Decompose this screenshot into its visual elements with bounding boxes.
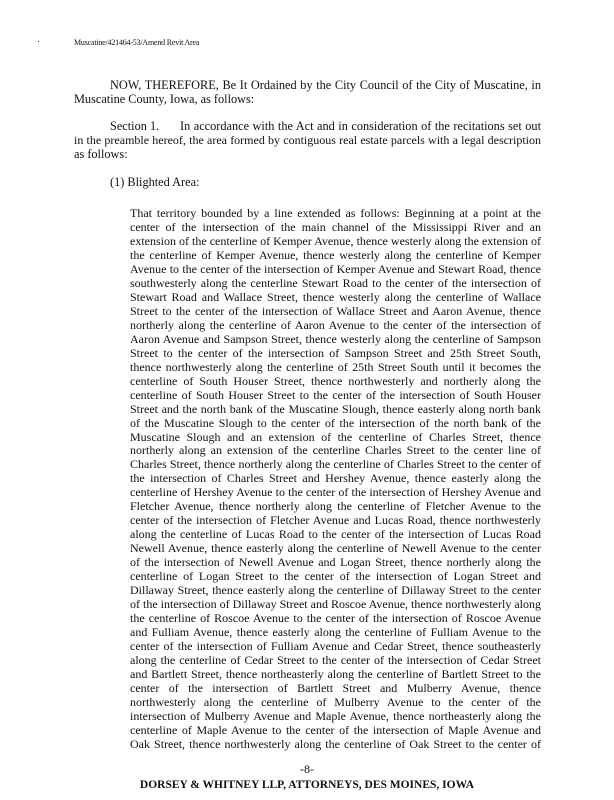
document-reference: Muscatine/421464-53/Amend Revit Area [74, 38, 200, 47]
description-line: of the Muscatine Slough to the center of the intersection of the north bank of the [130, 416, 541, 430]
description-line: Oak Street, thence northwesterly along the centerline of Oak Street to the center of [130, 737, 541, 751]
description-line: Dillaway Street, thence easterly along the centerline of Dillaway Street to the center [130, 584, 541, 598]
description-line: centerline of Hershey Avenue to the center of the intersection of Hershey Avenue and [130, 486, 541, 500]
description-line: northerly along the centerline of Aaron Avenue to the center of the intersection of [130, 318, 541, 332]
description-line: thence northwesterly along the centerline of 25th Street South until it becomes the [130, 360, 541, 374]
page-number: -8- [300, 762, 314, 776]
description-line: Aaron Avenue and Sampson Street, thence westerly along the centerline of Sampson [130, 332, 541, 346]
description-line: intersection of Mulberry Avenue and Maple Avenue, thence northeasterly along the [130, 709, 541, 723]
description-line: extension of the centerline of Kemper Avenue, thence westerly along the extension of [130, 234, 541, 248]
description-line: centerline of South Houser Street, thence northwesterly and northerly along the [130, 374, 541, 388]
description-line: and Bartlett Street, thence northeasterly along the centerline of Bartlett Street to the [130, 667, 541, 681]
subsection-heading: (1) Blighted Area: [110, 175, 200, 189]
description-line: center of the intersection of Fulliam Avenue and Cedar Street, thence southeasterly [130, 640, 541, 654]
description-line: along the centerline of Lucas Road to the center of the intersection of Lucas Road [130, 528, 541, 542]
description-line: the centerline of Roscoe Avenue to the center of the intersection of Roscoe Avenue [130, 612, 541, 626]
description-line: northerly along an extension of the centerline Charles Street to the center line of [130, 444, 541, 458]
preamble-line: NOW, THEREFORE, Be It Ordained by the City Council of the City of Muscatine, in [110, 78, 541, 92]
description-line: That territory bounded by a line extended as follows: Beginning at a point at the [130, 207, 541, 220]
legal-description [130, 207, 541, 752]
description-line: Stewart Road and Wallace Street, thence westerly along the centerline of Wallace [130, 290, 541, 304]
description-line: Fletcher Avenue, thence northerly along the centerline of Fletcher Avenue to the [130, 500, 541, 514]
footer-firm: DORSEY & WHITNEY LLP, ATTORNEYS, DES MOINES, IOWA [139, 779, 475, 791]
description-line: of the intersection of Newell Avenue and Logan Street, thence northerly along the [130, 556, 541, 570]
description-line: Newell Avenue, thence easterly along the centerline of Newell Avenue to the center [130, 542, 541, 556]
description-line: centerline of Logan Street to the center of the intersection of Logan Street and [130, 570, 541, 584]
scan-mark [38, 41, 39, 42]
description-line: northwesterly along the centerline of Mulberry Avenue to the center of the [130, 695, 541, 709]
section-line: as follows: [74, 147, 128, 161]
description-line: center of the intersection of Bartlett Street and Mulberry Avenue, thence [130, 681, 541, 695]
description-line: centerline of South Houser Street to the center of the intersection of South Houser [130, 388, 541, 402]
section-label: Section 1. [110, 119, 160, 133]
description-line: southwesterly along the centerline Stewart Road to the center of the intersection of [130, 276, 541, 290]
description-line: Muscatine Slough and an extension of the centerline of Charles Street, thence [130, 430, 541, 444]
description-line: the intersection of Charles Street and Hershey Avenue, thence easterly along the [130, 472, 541, 486]
description-line: Charles Street, thence northerly along the centerline of Charles Street to the center of [130, 458, 541, 472]
description-line: centerline of Maple Avenue to the center of the intersection of Maple Avenue and [130, 723, 541, 737]
description-line: the centerline of Kemper Avenue, thence westerly along the centerline of Kemper [130, 248, 541, 262]
description-line: and Fulliam Avenue, thence easterly along the centerline of Fulliam Avenue to the [130, 626, 541, 640]
description-line: center of the intersection of the main channel of the Mississippi River and an [130, 220, 541, 234]
section-line: In accordance with the Act and in consideration of the recitations set out [180, 119, 541, 133]
description-line: Street to the center of the intersection of Wallace Street and Aaron Avenue, thence [130, 304, 541, 318]
description-line: center of the intersection of Fletcher Avenue and Lucas Road, thence northwesterly [130, 514, 541, 528]
description-line: along the centerline of Cedar Street to the center of the intersection of Cedar Street [130, 654, 541, 667]
description-line: Street and the north bank of the Muscatine Slough, thence easterly along north bank [130, 402, 541, 416]
preamble-line: Muscatine County, Iowa, as follows: [74, 92, 255, 106]
description-line: Street to the center of the intersection of Sampson Street and 25th Street South, [130, 346, 541, 360]
description-line: Avenue to the center of the intersection of Kemper Avenue and Stewart Road, thence [130, 262, 541, 276]
description-line: of the intersection of Dillaway Street and Roscoe Avenue, thence northwesterly along [130, 598, 541, 612]
section-line: in the preamble hereof, the area formed by contiguous real estate parcels with a legal description [74, 133, 541, 147]
